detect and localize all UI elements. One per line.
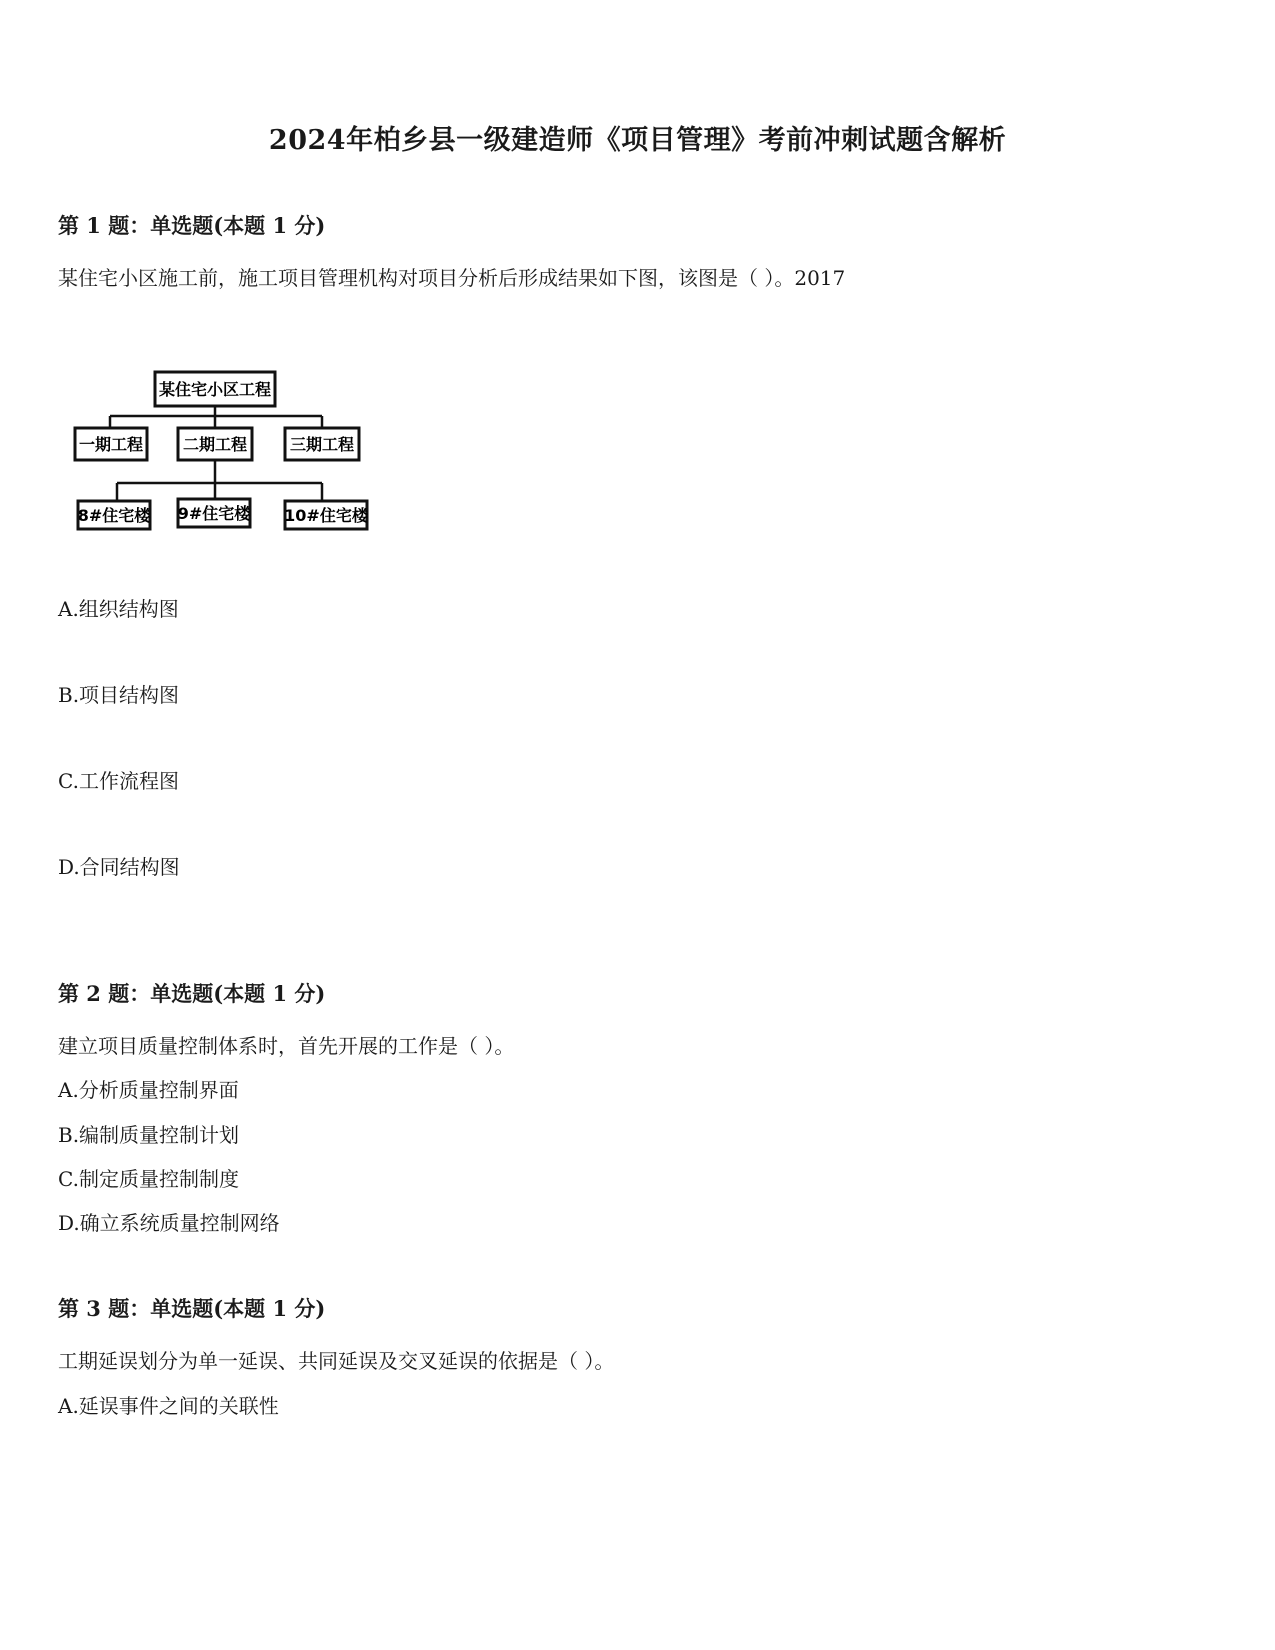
diagram-node-phase-2-label: 二期工程 bbox=[182, 435, 248, 454]
diagram-node-building-8 bbox=[78, 501, 152, 529]
question-1-header: 第 1 题：单选题(本题 1 分) bbox=[58, 213, 326, 238]
question-3-option-a: A.延误事件之间的关联性 bbox=[58, 1394, 279, 1418]
question-1-option-a: A.组织结构图 bbox=[58, 597, 179, 621]
diagram-node-root-label: 某住宅小区工程 bbox=[158, 380, 272, 399]
question-3-header: 第 3 题：单选题(本题 1 分) bbox=[58, 1296, 326, 1321]
diagram-node-phase-2 bbox=[178, 428, 252, 460]
page-title: 2024年柏乡县一级建造师《项目管理》考前冲刺试题含解析 bbox=[268, 125, 1007, 156]
diagram-node-building-10 bbox=[284, 501, 369, 529]
diagram-node-root bbox=[155, 372, 275, 406]
question-1-option-c: C.工作流程图 bbox=[58, 769, 179, 793]
diagram-node-building-9-label: 9#住宅楼 bbox=[177, 504, 251, 523]
question-2-option-b: B.编制质量控制计划 bbox=[58, 1123, 240, 1147]
question-2-option-a: A.分析质量控制界面 bbox=[58, 1078, 239, 1102]
diagram-node-building-9 bbox=[178, 499, 252, 527]
question-2-stem: 建立项目质量控制体系时，首先开展的工作是（ ）。 bbox=[58, 1034, 515, 1058]
diagram-node-phase-1-label: 一期工程 bbox=[78, 435, 144, 454]
question-3-stem: 工期延误划分为单一延误、共同延误及交叉延误的依据是（ ）。 bbox=[58, 1349, 615, 1373]
question-1-stem: 某住宅小区施工前，施工项目管理机构对项目分析后形成结果如下图，该图是（ ）。2017 bbox=[58, 266, 846, 290]
question-1-option-d: D.合同结构图 bbox=[58, 855, 180, 879]
question-2-option-d: D.确立系统质量控制网络 bbox=[58, 1211, 280, 1235]
project-structure-diagram bbox=[72, 366, 392, 546]
diagram-node-phase-3 bbox=[285, 428, 359, 460]
question-2-option-c: C.制定质量控制制度 bbox=[58, 1167, 239, 1191]
question-2-header: 第 2 题：单选题(本题 1 分) bbox=[58, 981, 326, 1006]
diagram-node-phase-3-label: 三期工程 bbox=[289, 435, 355, 454]
question-1-option-b: B.项目结构图 bbox=[58, 683, 180, 707]
diagram-node-building-10-label: 10#住宅楼 bbox=[284, 506, 368, 525]
diagram-node-building-8-label: 8#住宅楼 bbox=[77, 506, 151, 525]
diagram-node-phase-1 bbox=[75, 428, 147, 460]
